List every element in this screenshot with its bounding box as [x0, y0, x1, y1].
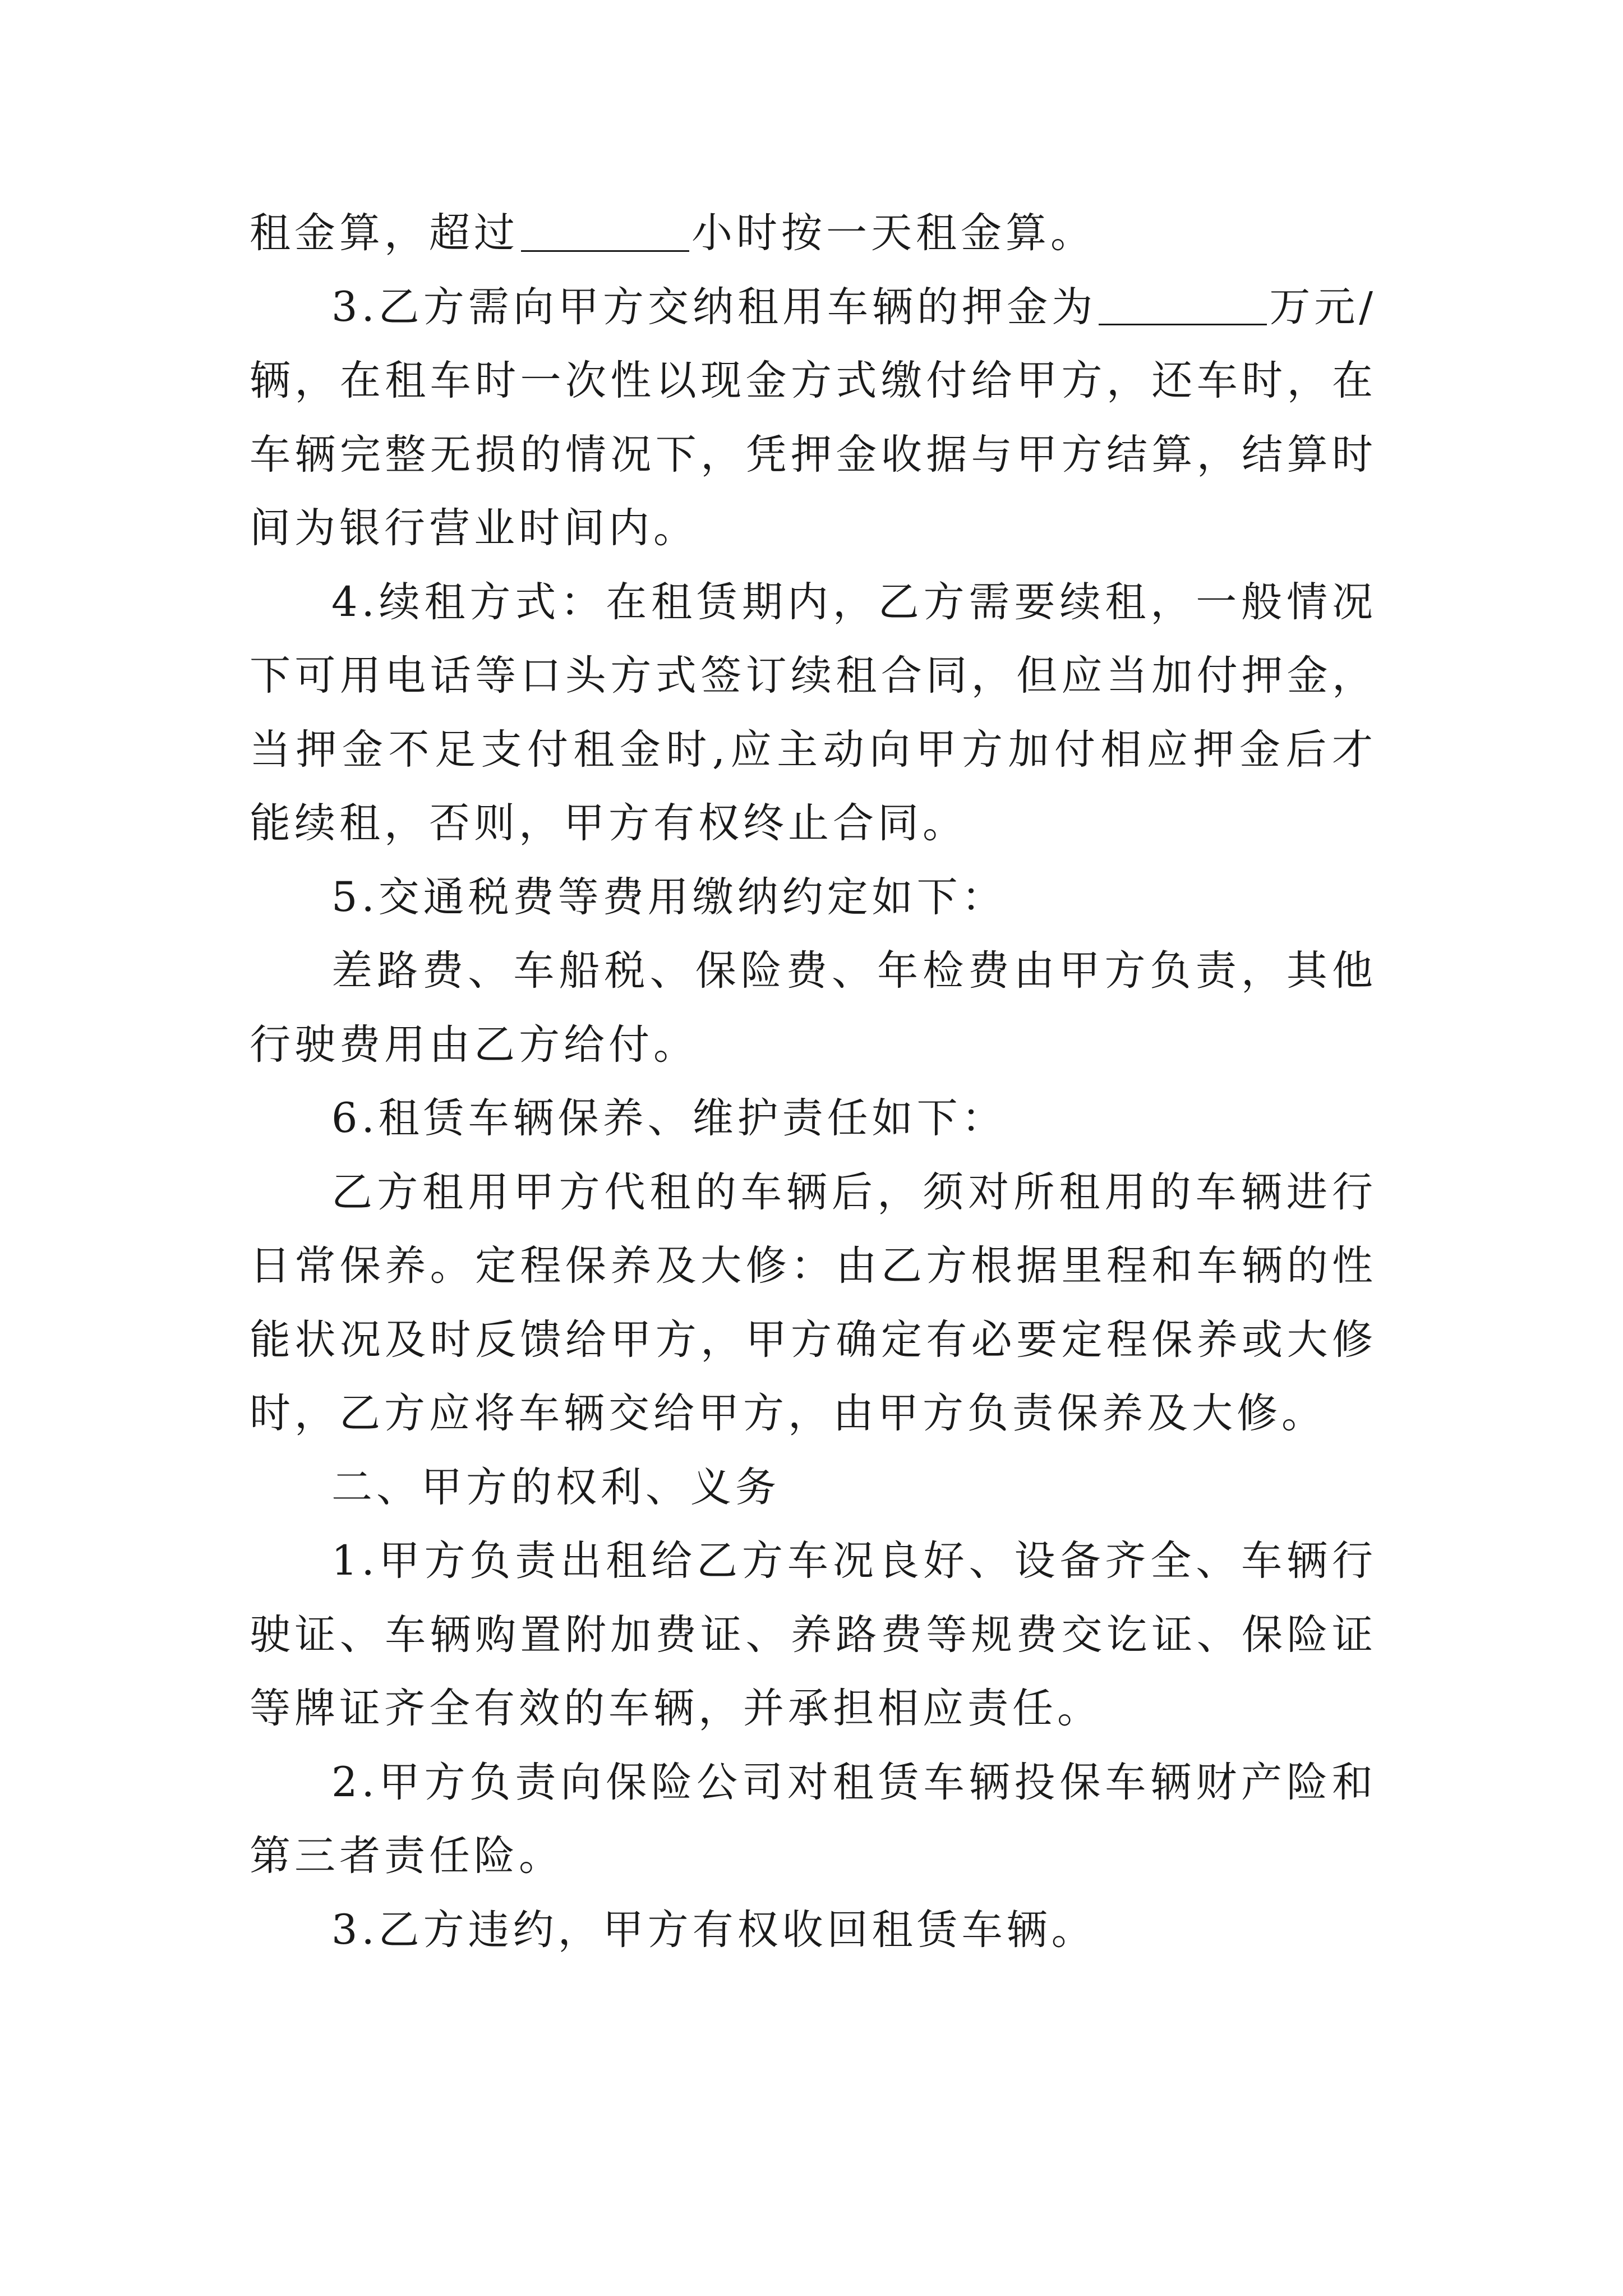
paragraph-renewal: 4.续租方式：在租赁期内，乙方需要续租，一般情况下可用电话等口头方式签订续租合同，但应当加付押金，当押金不足支付租金时,应主动向甲方加付相应押金后才能续租，否则，甲方有权终止合同。 — [250, 578, 1377, 847]
paragraph-fees-body: 差路费、车船税、保险费、年检费由甲方负责，其他行驶费用由乙方给付。 — [250, 947, 1377, 1069]
section-heading-party-a: 二、甲方的权利、义务 — [331, 1463, 780, 1511]
paragraph-maintenance-body: 乙方租用甲方代租的车辆后，须对所租用的车辆进行日常保养。定程保养及大修：由乙方根据里程和车辆的性能状况及时反馈给甲方，甲方确定有必要定程保养或大修时，乙方应将车辆交给甲方，由甲方负责保养及大修。 — [250, 1168, 1377, 1437]
paragraph-deposit — [250, 270, 1377, 565]
paragraph-text: 万元/辆，在租车时一次性以现金方式缴付给甲方，还车时，在车辆完整无损的情况下，凭押金收据与甲方结算，结算时间为银行营业时间内。 — [250, 283, 1377, 552]
paragraph-text: 3.乙方需向甲方交纳租用车辆的押金为 — [331, 283, 1097, 331]
paragraph-maintenance-heading: 6.租赁车辆保养、维护责任如下： — [331, 1094, 1007, 1142]
paragraph-hourly-rent-continuation — [250, 196, 1377, 270]
blank-deposit-amount-field — [1099, 283, 1267, 325]
blank-hours-field — [521, 209, 689, 252]
paragraph-party-a-duty-3: 3.乙方违约，甲方有权收回租赁车辆。 — [331, 1906, 1096, 1954]
paragraph-text: 小时按一天租金算。 — [691, 209, 1095, 257]
paragraph-fees-heading: 5.交通税费等费用缴纳约定如下： — [331, 873, 1007, 921]
document-body — [250, 196, 1377, 1967]
paragraph-text: 租金算，超过 — [250, 209, 519, 257]
paragraph-party-a-duty-2: 2.甲方负责向保险公司对租赁车辆投保车辆财产险和第三者责任险。 — [250, 1758, 1377, 1880]
paragraph-party-a-duty-1: 1.甲方负责出租给乙方车况良好、设备齐全、车辆行驶证、车辆购置附加费证、养路费等规费交讫证、保险证等牌证齐全有效的车辆，并承担相应责任。 — [250, 1537, 1377, 1732]
